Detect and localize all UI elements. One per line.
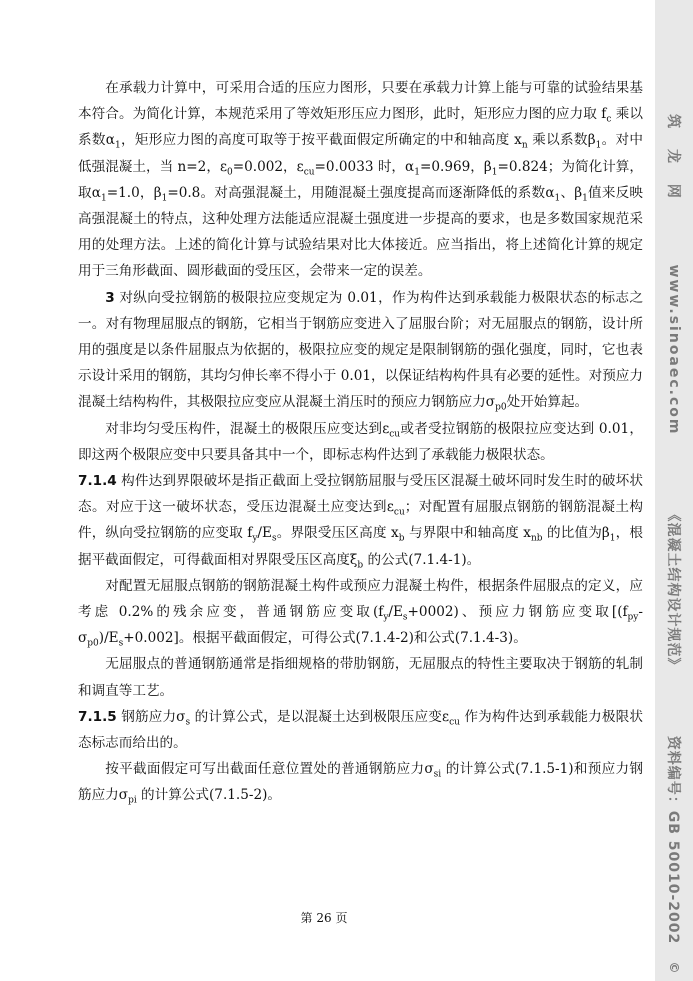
text-run: 值来反映高强混凝土的特点，这种处理方法能适应混凝土强度进一步提高的要求，也是多数国家规范采用的处理方法。上述的简化计算与试验结果对比大体接近。应当指出，将上述简化计算的规定用于三角形截面、圆形截面的受压区，会带来一定的误差。 (78, 184, 644, 280)
subscript: 0 (227, 167, 233, 178)
subscript: 1 (414, 167, 420, 178)
subscript: 1 (595, 141, 602, 152)
text-run: 、β (560, 184, 583, 201)
subscript: p0 (495, 403, 507, 414)
paragraph (78, 756, 643, 808)
text-run: 与界限中和轴高度 x (404, 525, 531, 542)
text-run: 的计算公式(7.1.5-1)和预应力钢筋应力σ (78, 761, 643, 804)
text-run: - σ (78, 604, 643, 647)
section-number: 3 (105, 289, 115, 306)
sidebar-site-name: 筑 龙 网 (665, 114, 681, 206)
text-run: 对非均匀受压构件，混凝土的极限压应变达到ε (105, 420, 390, 437)
subscript: s (271, 534, 277, 545)
subscript: cu (303, 167, 315, 178)
subscript: y (383, 612, 389, 623)
paragraph (78, 285, 643, 416)
text-run: 的公式(7.1.4-1)。 (363, 551, 481, 568)
text-run: 在承载力计算中，可采用合适的压应力图形，只要在承载力计算上能与可靠的试验结果基本符合。为简化计算，本规范采用了等效矩形压应力图形，此时，矩形应力图的应力取 f (78, 80, 643, 123)
text-run: 构件达到界限破坏是指正截面上受拉钢筋屈服与受压区混凝土破坏同时发生时的破坏状态。对应于这一破坏状态，受压边混凝土应变达到ε (78, 473, 643, 516)
paragraph (78, 651, 643, 703)
text-run: )/E (98, 630, 119, 647)
copyright-icon: © (667, 961, 681, 975)
subscript: pi (128, 796, 137, 807)
subscript: y (252, 534, 258, 545)
text-run: =1.0，β (106, 184, 162, 201)
text-run: 按平截面假定可写出截面任意位置处的普通钢筋应力σ (105, 761, 434, 778)
subscript: s (118, 638, 124, 649)
text-run: +0.002]。根据平截面假定，可得公式(7.1.4-2)和公式(7.1.4-3)。 (123, 630, 527, 647)
subscript: p0 (87, 638, 99, 649)
page-number: 第 26 页 (300, 911, 348, 925)
document-body (78, 75, 643, 809)
subscript: 1 (161, 193, 168, 204)
text-run: +0002)、预应力钢筋应变取[(f (407, 604, 628, 621)
subscript: nb (530, 534, 543, 545)
section-number: 7.1.5 (78, 708, 117, 725)
section-number: 7.1.4 (78, 473, 117, 490)
text-run: =0.0033 时，α (314, 158, 415, 175)
text-run: =0.002，ε (232, 158, 304, 175)
sidebar-url: www.sinoaec.com (666, 264, 682, 436)
subscript: cu (393, 507, 405, 518)
watermark-sidebar (655, 0, 693, 981)
text-run: 乘以系数β (527, 132, 596, 149)
subscript: b (398, 534, 405, 545)
subscript: b (357, 560, 364, 571)
text-run: =0.969，β (419, 158, 492, 175)
text-run: 对纵向受拉钢筋的极限拉应变规定为 0.01，作为构件达到承载能力极限状态的标志之一。对有物理屈服点的钢筋，它相当于钢筋应变进入了屈服台阶；对无屈服点的钢筋，设计所用的强度是以条件屈服点为依据的，极限拉应变的规定是限制钢筋的强化强度，同时，它也表示设计采用的钢筋，其均匀伸长率不得小于 0.01，以保证结构构件具有必要的延性。对预应力混凝土结构构件，其极限拉应变应从混凝土消压时的预应力钢筋应力σ (78, 289, 643, 411)
text-run: 对配置无屈服点钢筋的钢筋混凝土构件或预应力混凝土构件，根据条件屈服点的定义，应考虑 0.2%的残余应变，普通钢筋应变取(f (78, 577, 643, 621)
subscript: cu (449, 717, 460, 728)
paragraph (78, 704, 643, 756)
subscript: cu (389, 429, 401, 440)
paragraph (78, 75, 643, 285)
text-run: 。对中低强混凝土，当 n=2，ε (78, 132, 643, 175)
text-run: 或者受拉钢筋的极限拉应变达到 0.01，即这两个极限应变中只要具备其中一个，即标志构件达到了承载能力极限状态。 (78, 420, 643, 463)
subscript: 1 (609, 534, 616, 545)
text-run: =0.824；为简化计算，取α (78, 158, 643, 201)
subscript: 1 (114, 141, 121, 152)
text-run: 乘以系数α (78, 106, 643, 149)
sidebar-document-code: 资料编号：GB 50010-2002 (665, 735, 681, 945)
text-run: 作为构件达到承载能力极限状态标志而给出的。 (78, 708, 643, 752)
text-run: /E (257, 525, 272, 542)
subscript: 1 (491, 167, 498, 178)
text-run: ，矩形应力图的高度可取等于按平截面假定所确定的中和轴高度 x (120, 132, 522, 149)
subscript: 1 (582, 193, 588, 204)
text-run: ；对配置有屈服点钢筋的钢筋混凝土构件，纵向受拉钢筋的应变取 f (78, 499, 643, 542)
paragraph (78, 468, 643, 573)
text-run: =0.8。对高强混凝土，用随混凝土强度提高而逐渐降低的系数α (167, 184, 555, 201)
text-run: 的计算公式，是以混凝土达到极限压应变ε (190, 708, 450, 725)
text-run: /E (388, 604, 403, 621)
subscript: c (606, 114, 612, 125)
sidebar-document-title: 《混凝土结构设计规范》 (665, 507, 681, 673)
subscript: s (185, 717, 191, 728)
subscript: 1 (554, 193, 561, 204)
paragraph (78, 573, 643, 652)
subscript: si (433, 770, 442, 780)
text-run: 的计算公式(7.1.5-2)。 (136, 787, 282, 804)
text-run: 。界限受压区高度 x (276, 525, 399, 542)
subscript: py (627, 612, 639, 623)
text-run: ，根据平截面假定，可得截面相对界限受压区高度ξ (78, 525, 644, 568)
subscript: 1 (100, 193, 107, 204)
subscript: s (402, 612, 408, 623)
text-run: 的比值为β (542, 525, 610, 542)
subscript: n (521, 141, 528, 152)
text-run: 钢筋应力σ (116, 708, 186, 725)
text-run: 处开始算起。 (506, 394, 589, 411)
paragraph (78, 416, 643, 468)
text-run: 无屈服点的普通钢筋通常是指细规格的带肋钢筋，无屈服点的特性主要取决于钢筋的轧制和调直等工艺。 (78, 656, 643, 699)
